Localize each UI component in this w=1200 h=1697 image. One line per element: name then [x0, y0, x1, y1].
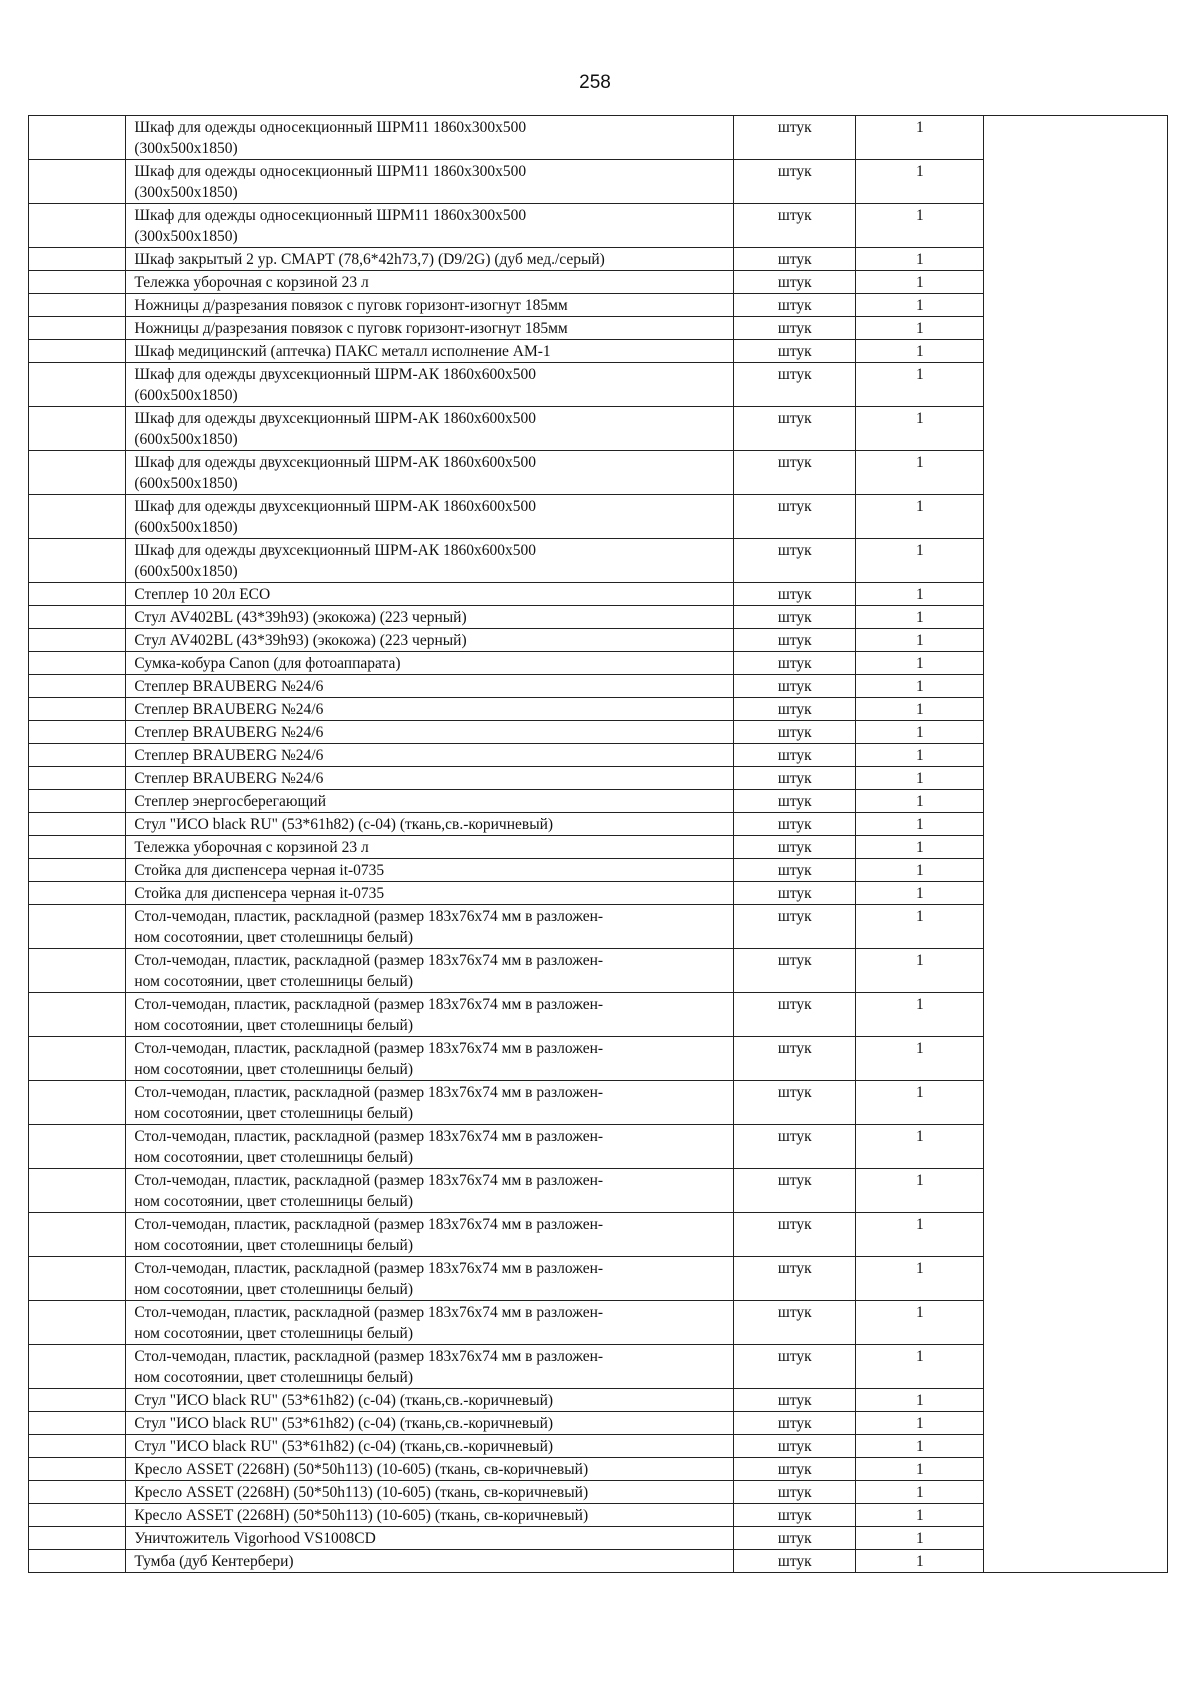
row-index-cell — [29, 1301, 126, 1345]
unit-cell: штук — [734, 317, 856, 340]
row-index-cell — [29, 1412, 126, 1435]
unit-cell: штук — [734, 652, 856, 675]
item-name-cell: Шкаф для одежды односекционный ШРМ11 1860х300х500 (300х500х1850) — [126, 204, 734, 248]
quantity-cell: 1 — [856, 294, 984, 317]
row-index-cell — [29, 1458, 126, 1481]
item-name-cell: Степлер энергосберегающий — [126, 790, 734, 813]
unit-cell: штук — [734, 204, 856, 248]
unit-cell: штук — [734, 859, 856, 882]
row-index-cell — [29, 1389, 126, 1412]
row-index-cell — [29, 160, 126, 204]
row-index-cell — [29, 363, 126, 407]
row-index-cell — [29, 836, 126, 859]
quantity-cell: 1 — [856, 1081, 984, 1125]
item-name-cell: Стол-чемодан, пластик, раскладной (размер 183х76х74 мм в разложен- ном сосотоянии, цвет столешницы белый) — [126, 1301, 734, 1345]
unit-cell: штук — [734, 1412, 856, 1435]
quantity-cell: 1 — [856, 271, 984, 294]
row-index-cell — [29, 1550, 126, 1573]
quantity-cell: 1 — [856, 606, 984, 629]
unit-cell: штук — [734, 294, 856, 317]
unit-cell: штук — [734, 1169, 856, 1213]
unit-cell: штук — [734, 340, 856, 363]
quantity-cell: 1 — [856, 1504, 984, 1527]
row-index-cell — [29, 1481, 126, 1504]
row-index-cell — [29, 652, 126, 675]
quantity-cell: 1 — [856, 905, 984, 949]
item-name-cell: Ножницы д/разрезания повязок с пуговк горизонт-изогнут 185мм — [126, 317, 734, 340]
row-index-cell — [29, 1435, 126, 1458]
item-name-cell: Тележка уборочная с корзиной 23 л — [126, 836, 734, 859]
quantity-cell: 1 — [856, 407, 984, 451]
quantity-cell: 1 — [856, 813, 984, 836]
quantity-cell: 1 — [856, 993, 984, 1037]
row-index-cell — [29, 1257, 126, 1301]
quantity-cell: 1 — [856, 859, 984, 882]
quantity-cell: 1 — [856, 539, 984, 583]
quantity-cell: 1 — [856, 363, 984, 407]
item-name-cell: Стул AV402BL (43*39h93) (экокожа) (223 черный) — [126, 629, 734, 652]
item-name-cell: Тележка уборочная с корзиной 23 л — [126, 271, 734, 294]
quantity-cell: 1 — [856, 116, 984, 160]
unit-cell: штук — [734, 629, 856, 652]
item-name-cell: Степлер BRAUBERG №24/6 — [126, 721, 734, 744]
item-name-cell: Стол-чемодан, пластик, раскладной (размер 183х76х74 мм в разложен- ном сосотоянии, цвет столешницы белый) — [126, 1257, 734, 1301]
unit-cell: штук — [734, 1435, 856, 1458]
unit-cell: штук — [734, 271, 856, 294]
unit-cell: штук — [734, 539, 856, 583]
unit-cell: штук — [734, 1527, 856, 1550]
item-name-cell: Степлер BRAUBERG №24/6 — [126, 675, 734, 698]
quantity-cell: 1 — [856, 1125, 984, 1169]
unit-cell: штук — [734, 1081, 856, 1125]
item-name-cell: Шкаф для одежды двухсекционный ШРМ-АК 1860х600х500 (600х500х1850) — [126, 451, 734, 495]
unit-cell: штук — [734, 767, 856, 790]
unit-cell: штук — [734, 813, 856, 836]
quantity-cell: 1 — [856, 495, 984, 539]
unit-cell: штук — [734, 606, 856, 629]
unit-cell: штук — [734, 495, 856, 539]
item-name-cell: Стол-чемодан, пластик, раскладной (размер 183х76х74 мм в разложен- ном сосотоянии, цвет столешницы белый) — [126, 1081, 734, 1125]
item-name-cell: Стол-чемодан, пластик, раскладной (размер 183х76х74 мм в разложен- ном сосотоянии, цвет столешницы белый) — [126, 949, 734, 993]
row-index-cell — [29, 813, 126, 836]
row-index-cell — [29, 882, 126, 905]
quantity-cell: 1 — [856, 248, 984, 271]
row-index-cell — [29, 248, 126, 271]
unit-cell: штук — [734, 698, 856, 721]
unit-cell: штук — [734, 363, 856, 407]
quantity-cell: 1 — [856, 1301, 984, 1345]
row-index-cell — [29, 451, 126, 495]
unit-cell: штук — [734, 993, 856, 1037]
row-index-cell — [29, 1125, 126, 1169]
item-name-cell: Шкаф для одежды двухсекционный ШРМ-АК 1860х600х500 (600х500х1850) — [126, 407, 734, 451]
unit-cell: штук — [734, 949, 856, 993]
unit-cell: штук — [734, 1257, 856, 1301]
unit-cell: штук — [734, 790, 856, 813]
quantity-cell: 1 — [856, 790, 984, 813]
quantity-cell: 1 — [856, 629, 984, 652]
inventory-table-body — [29, 116, 1168, 1573]
unit-cell: штук — [734, 882, 856, 905]
item-name-cell: Стол-чемодан, пластик, раскладной (размер 183х76х74 мм в разложен- ном сосотоянии, цвет столешницы белый) — [126, 1213, 734, 1257]
table-row — [29, 116, 1168, 160]
page-number: 258 — [579, 72, 611, 93]
unit-cell: штук — [734, 407, 856, 451]
row-index-cell — [29, 629, 126, 652]
unit-cell: штук — [734, 721, 856, 744]
item-name-cell: Стойка для диспенсера черная it-0735 — [126, 859, 734, 882]
quantity-cell: 1 — [856, 836, 984, 859]
unit-cell: штук — [734, 1481, 856, 1504]
item-name-cell: Шкаф для одежды односекционный ШРМ11 1860х300х500 (300х500х1850) — [126, 116, 734, 160]
item-name-cell: Стул AV402BL (43*39h93) (экокожа) (223 черный) — [126, 606, 734, 629]
quantity-cell: 1 — [856, 1213, 984, 1257]
unit-cell: штук — [734, 451, 856, 495]
item-name-cell: Стол-чемодан, пластик, раскладной (размер 183х76х74 мм в разложен- ном сосотоянии, цвет столешницы белый) — [126, 1345, 734, 1389]
quantity-cell: 1 — [856, 317, 984, 340]
quantity-cell: 1 — [856, 160, 984, 204]
unit-cell: штук — [734, 1301, 856, 1345]
quantity-cell: 1 — [856, 451, 984, 495]
item-name-cell: Кресло ASSET (2268H) (50*50h113) (10-605) (ткань, св-коричневый) — [126, 1481, 734, 1504]
row-index-cell — [29, 993, 126, 1037]
unit-cell: штук — [734, 905, 856, 949]
row-index-cell — [29, 495, 126, 539]
item-name-cell: Стойка для диспенсера черная it-0735 — [126, 882, 734, 905]
row-index-cell — [29, 859, 126, 882]
inventory-table — [28, 115, 1168, 1573]
unit-cell: штук — [734, 248, 856, 271]
item-name-cell: Уничтожитель Vigorhood VS1008CD — [126, 1527, 734, 1550]
item-name-cell: Кресло ASSET (2268H) (50*50h113) (10-605) (ткань, св-коричневый) — [126, 1458, 734, 1481]
row-index-cell — [29, 1037, 126, 1081]
item-name-cell: Стул "ИСО black RU" (53*61h82) (с-04) (ткань,св.-коричневый) — [126, 1412, 734, 1435]
row-index-cell — [29, 1169, 126, 1213]
quantity-cell: 1 — [856, 1169, 984, 1213]
row-index-cell — [29, 204, 126, 248]
row-index-cell — [29, 1504, 126, 1527]
unit-cell: штук — [734, 675, 856, 698]
row-index-cell — [29, 949, 126, 993]
quantity-cell: 1 — [856, 698, 984, 721]
unit-cell: штук — [734, 1389, 856, 1412]
row-index-cell — [29, 1213, 126, 1257]
item-name-cell: Сумка-кобура Canon (для фотоаппарата) — [126, 652, 734, 675]
item-name-cell: Стул "ИСО black RU" (53*61h82) (с-04) (ткань,св.-коричневый) — [126, 813, 734, 836]
item-name-cell: Шкаф закрытый 2 ур. СМАРТ (78,6*42h73,7) (D9/2G) (дуб мед./серый) — [126, 248, 734, 271]
row-index-cell — [29, 767, 126, 790]
unit-cell: штук — [734, 836, 856, 859]
unit-cell: штук — [734, 1213, 856, 1257]
quantity-cell: 1 — [856, 1037, 984, 1081]
item-name-cell: Шкаф для одежды односекционный ШРМ11 1860х300х500 (300х500х1850) — [126, 160, 734, 204]
quantity-cell: 1 — [856, 652, 984, 675]
row-index-cell — [29, 1345, 126, 1389]
quantity-cell: 1 — [856, 1389, 984, 1412]
quantity-cell: 1 — [856, 949, 984, 993]
unit-cell: штук — [734, 744, 856, 767]
unit-cell: штук — [734, 116, 856, 160]
row-index-cell — [29, 340, 126, 363]
quantity-cell: 1 — [856, 583, 984, 606]
quantity-cell: 1 — [856, 1481, 984, 1504]
row-index-cell — [29, 721, 126, 744]
unit-cell: штук — [734, 583, 856, 606]
quantity-cell: 1 — [856, 1527, 984, 1550]
item-name-cell: Шкаф для одежды двухсекционный ШРМ-АК 1860х600х500 (600х500х1850) — [126, 539, 734, 583]
row-index-cell — [29, 271, 126, 294]
quantity-cell: 1 — [856, 744, 984, 767]
item-name-cell: Стол-чемодан, пластик, раскладной (размер 183х76х74 мм в разложен- ном сосотоянии, цвет столешницы белый) — [126, 1169, 734, 1213]
item-name-cell: Стол-чемодан, пластик, раскладной (размер 183х76х74 мм в разложен- ном сосотоянии, цвет столешницы белый) — [126, 1125, 734, 1169]
row-index-cell — [29, 675, 126, 698]
quantity-cell: 1 — [856, 1412, 984, 1435]
row-index-cell — [29, 905, 126, 949]
quantity-cell: 1 — [856, 1257, 984, 1301]
quantity-cell: 1 — [856, 1435, 984, 1458]
item-name-cell: Стол-чемодан, пластик, раскладной (размер 183х76х74 мм в разложен- ном сосотоянии, цвет столешницы белый) — [126, 1037, 734, 1081]
item-name-cell: Шкаф медицинский (аптечка) ПАКС металл исполнение АМ-1 — [126, 340, 734, 363]
item-name-cell: Стул "ИСО black RU" (53*61h82) (с-04) (ткань,св.-коричневый) — [126, 1435, 734, 1458]
quantity-cell: 1 — [856, 767, 984, 790]
quantity-cell: 1 — [856, 675, 984, 698]
item-name-cell: Стол-чемодан, пластик, раскладной (размер 183х76х74 мм в разложен- ном сосотоянии, цвет столешницы белый) — [126, 905, 734, 949]
unit-cell: штук — [734, 1125, 856, 1169]
unit-cell: штук — [734, 1550, 856, 1573]
quantity-cell: 1 — [856, 882, 984, 905]
unit-cell: штук — [734, 1037, 856, 1081]
item-name-cell: Степлер BRAUBERG №24/6 — [126, 698, 734, 721]
row-index-cell — [29, 1527, 126, 1550]
item-name-cell: Степлер 10 20л ЕСО — [126, 583, 734, 606]
row-index-cell — [29, 317, 126, 340]
row-index-cell — [29, 407, 126, 451]
item-name-cell: Стул "ИСО black RU" (53*61h82) (с-04) (ткань,св.-коричневый) — [126, 1389, 734, 1412]
quantity-cell: 1 — [856, 1345, 984, 1389]
row-index-cell — [29, 744, 126, 767]
quantity-cell: 1 — [856, 1550, 984, 1573]
item-name-cell: Тумба (дуб Кентербери) — [126, 1550, 734, 1573]
unit-cell: штук — [734, 1458, 856, 1481]
row-index-cell — [29, 294, 126, 317]
row-index-cell — [29, 116, 126, 160]
row-index-cell — [29, 606, 126, 629]
quantity-cell: 1 — [856, 1458, 984, 1481]
row-index-cell — [29, 539, 126, 583]
notes-cell — [984, 116, 1168, 1573]
row-index-cell — [29, 790, 126, 813]
item-name-cell: Шкаф для одежды двухсекционный ШРМ-АК 1860х600х500 (600х500х1850) — [126, 363, 734, 407]
item-name-cell: Степлер BRAUBERG №24/6 — [126, 744, 734, 767]
item-name-cell: Кресло ASSET (2268H) (50*50h113) (10-605) (ткань, св-коричневый) — [126, 1504, 734, 1527]
unit-cell: штук — [734, 1345, 856, 1389]
unit-cell: штук — [734, 160, 856, 204]
item-name-cell: Шкаф для одежды двухсекционный ШРМ-АК 1860х600х500 (600х500х1850) — [126, 495, 734, 539]
row-index-cell — [29, 583, 126, 606]
item-name-cell: Стол-чемодан, пластик, раскладной (размер 183х76х74 мм в разложен- ном сосотоянии, цвет столешницы белый) — [126, 993, 734, 1037]
row-index-cell — [29, 698, 126, 721]
item-name-cell: Степлер BRAUBERG №24/6 — [126, 767, 734, 790]
quantity-cell: 1 — [856, 204, 984, 248]
row-index-cell — [29, 1081, 126, 1125]
unit-cell: штук — [734, 1504, 856, 1527]
quantity-cell: 1 — [856, 721, 984, 744]
item-name-cell: Ножницы д/разрезания повязок с пуговк горизонт-изогнут 185мм — [126, 294, 734, 317]
quantity-cell: 1 — [856, 340, 984, 363]
